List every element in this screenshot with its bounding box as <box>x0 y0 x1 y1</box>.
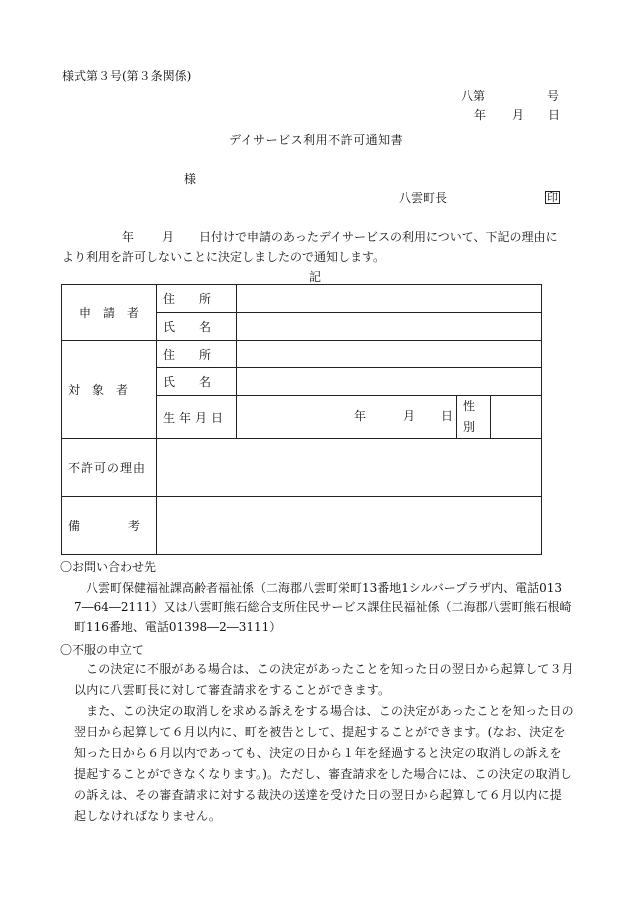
birth-year-label: 年 <box>354 409 367 423</box>
inquiry-line1: 八雲町保健福祉課高齢者福祉係（二海郡八雲町栄町13番地1シルバープラザ内、電話013 <box>86 581 563 595</box>
applicant-address-field[interactable] <box>237 285 542 313</box>
intro-line2: より利用を許可しないことに決定しましたので通知します。 <box>62 250 386 264</box>
appeal-paragraph-2: また、この決定の取消しを求める訴えをする場合は、この決定があったことを知った日の翌日から起算して６月以内に、町を被告として、提起することができます。(なお、決定を知った日から６月以内であっても、決定の日から１年を経過すると決定の取消しの訴えを提起することができなくなります。)。ただし、審査請求をした場合には、この決定の取消しの訴えは、その審査請求に対する裁決の送達を受けた日の翌日から起算して６月以内に提起しなければなりません。 <box>74 704 574 823</box>
addressee-suffix: 様 <box>184 172 197 186</box>
birth-month-label: 月 <box>403 409 416 423</box>
gender-label: 性 別 <box>457 396 491 439</box>
birthdate-field[interactable] <box>237 396 457 439</box>
reason-label: 不許可の理由 <box>62 439 157 497</box>
date-day-label: 日 <box>548 108 561 122</box>
intro-year: 年 <box>122 230 135 244</box>
subject-name-label: 氏 名 <box>157 368 237 396</box>
inquiry-line2: 7―64―2111）又は八雲町熊石総合支所住民サービス課住民福祉係（二海郡八雲町熊石根崎 <box>74 600 572 614</box>
subject-label: 対 象 者 <box>62 341 157 439</box>
subject-address-field[interactable] <box>237 341 542 368</box>
intro-line1: 日付けで申請のあったデイサービスの利用について、下記の理由に <box>199 230 558 244</box>
doc-number-prefix: 八第 <box>461 89 486 103</box>
ki-label: 記 <box>309 270 322 284</box>
appeal-text <box>74 659 574 827</box>
issuer-name: 八雲町長 <box>399 191 448 205</box>
seal-mark: 印 <box>547 191 558 204</box>
applicant-name-label: 氏 名 <box>157 313 237 341</box>
form-table <box>61 284 542 555</box>
intro-month: 月 <box>162 230 175 244</box>
subject-address-label: 住 所 <box>157 341 237 368</box>
inquiry-heading: 〇お問い合わせ先 <box>60 560 157 574</box>
doc-number-suffix: 号 <box>547 89 560 103</box>
birthdate-label: 生年月日 <box>157 396 237 439</box>
appeal-heading: 〇不服の申立て <box>60 643 145 657</box>
reason-field[interactable] <box>157 439 542 497</box>
appeal-paragraph-1: この決定に不服がある場合は、この決定があったことを知った日の翌日から起算して３月以内に八雲町長に対して審査請求をすることができます。 <box>74 662 574 697</box>
birth-day-label: 日 <box>441 409 454 423</box>
applicant-address-label: 住 所 <box>157 285 237 313</box>
document-title: デイサービス利用不許可通知書 <box>229 133 404 147</box>
gender-field[interactable] <box>491 396 542 439</box>
subject-name-field[interactable] <box>237 368 542 396</box>
remarks-field[interactable] <box>157 497 542 555</box>
form-number: 様式第３号(第３条関係) <box>62 69 192 83</box>
date-month-label: 月 <box>512 108 525 122</box>
applicant-name-field[interactable] <box>237 313 542 341</box>
inquiry-line3: 町116番地、電話01398―2―3111） <box>74 620 282 634</box>
remarks-label: 備 考 <box>62 497 157 555</box>
date-year-label: 年 <box>474 108 487 122</box>
applicant-label: 申 請 者 <box>62 285 157 341</box>
